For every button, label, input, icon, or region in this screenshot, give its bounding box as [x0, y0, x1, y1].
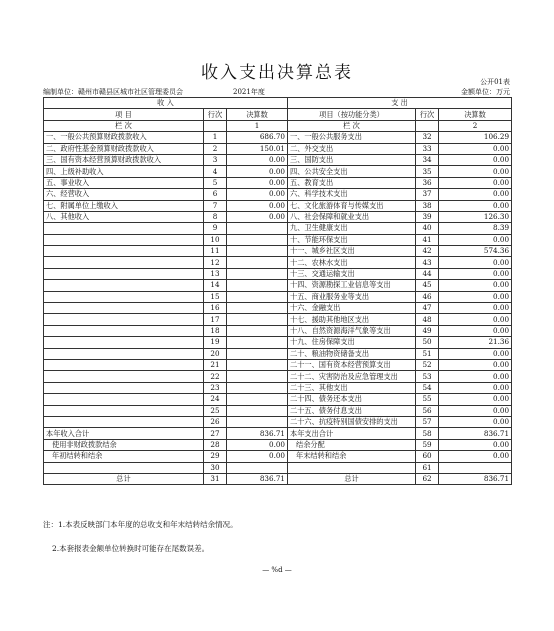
- income-amount: 0.00: [227, 189, 288, 200]
- expense-item: 二十、粮油物资储备支出: [288, 348, 416, 359]
- table-row: [44, 325, 512, 336]
- expense-amount: 574.36: [439, 246, 512, 257]
- expense-item: 十三、交通运输支出: [288, 268, 416, 279]
- expense-amount: 0.00: [439, 268, 512, 279]
- expense-line-no: 51: [416, 348, 439, 359]
- expense-amount: 0.00: [439, 405, 512, 416]
- expense-line-no: 33: [416, 143, 439, 154]
- income-header: 收 入: [44, 98, 288, 109]
- expense-item: 年末结转和结余: [288, 451, 416, 462]
- expense-item: 十八、自然资源海洋气象等支出: [288, 325, 416, 336]
- table-row: [44, 189, 512, 200]
- table-row: [44, 211, 512, 222]
- income-item: 本年收入合计: [44, 428, 204, 439]
- income-amount: [227, 416, 288, 427]
- expense-item: 九、卫生健康支出: [288, 223, 416, 234]
- table-row: [44, 166, 512, 177]
- expense-item: 二十四、债务还本支出: [288, 394, 416, 405]
- income-amount: [227, 405, 288, 416]
- expense-item: 二十五、债务付息支出: [288, 405, 416, 416]
- expense-amount: 8.39: [439, 223, 512, 234]
- table-row: [44, 394, 512, 405]
- income-item: [44, 382, 204, 393]
- expense-item: 十九、住房保障支出: [288, 337, 416, 348]
- expense-item: 十一、城乡社区支出: [288, 246, 416, 257]
- expense-amount: 106.29: [439, 132, 512, 143]
- income-amount: 0.00: [227, 177, 288, 188]
- expense-item: 四、公共安全支出: [288, 166, 416, 177]
- table-row: [44, 416, 512, 427]
- table-row: [44, 234, 512, 245]
- table-row: [44, 428, 512, 439]
- income-amount: 150.01: [227, 143, 288, 154]
- expense-amount: 0.00: [439, 166, 512, 177]
- income-item-header: 项 目: [44, 109, 204, 120]
- expense-line-no: 61: [416, 462, 439, 473]
- income-item: [44, 348, 204, 359]
- income-amount: [227, 394, 288, 405]
- expense-line-no: 53: [416, 371, 439, 382]
- income-item: 六、经营收入: [44, 189, 204, 200]
- income-amount: 836.71: [227, 473, 288, 484]
- income-amount: [227, 462, 288, 473]
- income-line-no: 17: [204, 314, 227, 325]
- income-item: 一、一般公共预算财政拨款收入: [44, 132, 204, 143]
- table-row: [44, 359, 512, 370]
- income-item: [44, 371, 204, 382]
- expense-amount: 21.36: [439, 337, 512, 348]
- income-amount: [227, 337, 288, 348]
- income-line-header: 行次: [204, 109, 227, 120]
- unit-label: 金额单位：万元: [461, 88, 510, 96]
- table-row: [44, 257, 512, 268]
- expense-amount: 0.00: [439, 325, 512, 336]
- income-line-no: 16: [204, 303, 227, 314]
- expense-line-no: 32: [416, 132, 439, 143]
- empty-cell: [416, 120, 439, 131]
- income-item: [44, 280, 204, 291]
- income-item: 二、政府性基金预算财政拨款收入: [44, 143, 204, 154]
- expense-line-no: 48: [416, 314, 439, 325]
- expense-line-no: 54: [416, 382, 439, 393]
- table-head-row: [44, 98, 512, 109]
- income-item: [44, 234, 204, 245]
- expense-amount: 836.71: [439, 473, 512, 484]
- expense-item: 二十一、国有资本经营预算支出: [288, 359, 416, 370]
- table-row: [44, 280, 512, 291]
- expense-header: 支 出: [288, 98, 512, 109]
- expense-line-no: 60: [416, 451, 439, 462]
- expense-line-no: 46: [416, 291, 439, 302]
- expense-item: 二十三、其他支出: [288, 382, 416, 393]
- expense-amount: 0.00: [439, 303, 512, 314]
- income-line-no: 26: [204, 416, 227, 427]
- expense-line-no: 57: [416, 416, 439, 427]
- page-number: — %d —: [262, 566, 292, 574]
- income-item: 四、上级补助收入: [44, 166, 204, 177]
- income-amount: [227, 223, 288, 234]
- table-head-row: [44, 120, 512, 131]
- income-amount: [227, 359, 288, 370]
- expense-amount: 0.00: [439, 177, 512, 188]
- expense-item: 总计: [288, 473, 416, 484]
- expense-amount: 0.00: [439, 451, 512, 462]
- budget-table: [43, 97, 512, 485]
- income-item: [44, 223, 204, 234]
- income-line-no: 30: [204, 462, 227, 473]
- expense-line-no: 35: [416, 166, 439, 177]
- expense-amount-header: 决算数: [439, 109, 512, 120]
- expense-amount: 0.00: [439, 348, 512, 359]
- expense-line-no: 55: [416, 394, 439, 405]
- table-row: [44, 473, 512, 484]
- income-amount: 0.00: [227, 439, 288, 450]
- expense-amount: 0.00: [439, 189, 512, 200]
- income-item: [44, 303, 204, 314]
- year-label: 2021年度: [233, 88, 265, 96]
- expense-amount: 0.00: [439, 143, 512, 154]
- expense-item: 十四、资源勘探工业信息等支出: [288, 280, 416, 291]
- income-item: 年初结转和结余: [44, 451, 204, 462]
- note-1: 注：1.本表反映部门本年度的总收支和年末结转结余情况。: [43, 520, 238, 529]
- expense-line-no: 50: [416, 337, 439, 348]
- expense-amount: 0.00: [439, 200, 512, 211]
- income-line-no: 14: [204, 280, 227, 291]
- income-item: [44, 291, 204, 302]
- expense-amount: 0.00: [439, 382, 512, 393]
- income-col-no: 1: [227, 120, 288, 131]
- expense-line-no: 41: [416, 234, 439, 245]
- income-amount: [227, 257, 288, 268]
- expense-amount: 0.00: [439, 416, 512, 427]
- expense-item: 一、一般公共服务支出: [288, 132, 416, 143]
- expense-line-no: 59: [416, 439, 439, 450]
- income-amount: 836.71: [227, 428, 288, 439]
- expense-line-no: 45: [416, 280, 439, 291]
- expense-item: 三、国防支出: [288, 154, 416, 165]
- table-row: [44, 223, 512, 234]
- expense-line-no: 36: [416, 177, 439, 188]
- income-line-no: 31: [204, 473, 227, 484]
- expense-item: 十二、农林水支出: [288, 257, 416, 268]
- expense-line-no: 44: [416, 268, 439, 279]
- income-line-no: 8: [204, 211, 227, 222]
- expense-item: 七、文化旅游体育与传媒支出: [288, 200, 416, 211]
- income-line-no: 15: [204, 291, 227, 302]
- income-amount: [227, 303, 288, 314]
- table-row: [44, 268, 512, 279]
- expense-line-no: 40: [416, 223, 439, 234]
- table-row: [44, 154, 512, 165]
- expense-line-no: 37: [416, 189, 439, 200]
- expense-amount: 0.00: [439, 280, 512, 291]
- table-row: [44, 405, 512, 416]
- income-amount: 686.70: [227, 132, 288, 143]
- expense-item: 二十二、灾害防治及应急管理支出: [288, 371, 416, 382]
- table-row: [44, 439, 512, 450]
- empty-cell: [204, 120, 227, 131]
- income-line-no: 21: [204, 359, 227, 370]
- expense-line-header: 行次: [416, 109, 439, 120]
- income-col-label: 栏 次: [44, 120, 204, 131]
- income-amount: [227, 291, 288, 302]
- income-amount: [227, 382, 288, 393]
- expense-item: 十七、援助其他地区支出: [288, 314, 416, 325]
- income-line-no: 22: [204, 371, 227, 382]
- income-amount: 0.00: [227, 211, 288, 222]
- table-row: [44, 143, 512, 154]
- expense-item: 五、教育支出: [288, 177, 416, 188]
- expense-amount: 836.71: [439, 428, 512, 439]
- table-row: [44, 462, 512, 473]
- table-row: [44, 246, 512, 257]
- expense-amount: [439, 462, 512, 473]
- org-label: 编制单位：赣州市赣县区城市社区管理委员会: [43, 88, 183, 96]
- expense-line-no: 49: [416, 325, 439, 336]
- income-line-no: 11: [204, 246, 227, 257]
- income-item: 七、附属单位上缴收入: [44, 200, 204, 211]
- income-amount: 0.00: [227, 200, 288, 211]
- expense-item: 二、外交支出: [288, 143, 416, 154]
- expense-item: 十六、金融支出: [288, 303, 416, 314]
- income-line-no: 4: [204, 166, 227, 177]
- income-line-no: 3: [204, 154, 227, 165]
- income-amount-header: 决算数: [227, 109, 288, 120]
- income-amount: [227, 371, 288, 382]
- income-line-no: 28: [204, 439, 227, 450]
- income-line-no: 6: [204, 189, 227, 200]
- income-amount: [227, 348, 288, 359]
- expense-amount: 126.30: [439, 211, 512, 222]
- income-item: 五、事业收入: [44, 177, 204, 188]
- income-line-no: 25: [204, 405, 227, 416]
- expense-line-no: 42: [416, 246, 439, 257]
- expense-amount: 0.00: [439, 439, 512, 450]
- income-line-no: 10: [204, 234, 227, 245]
- income-item: [44, 416, 204, 427]
- income-item: 总计: [44, 473, 204, 484]
- income-item: [44, 359, 204, 370]
- expense-amount: 0.00: [439, 314, 512, 325]
- expense-line-no: 56: [416, 405, 439, 416]
- table-head-row: [44, 109, 512, 120]
- income-line-no: 5: [204, 177, 227, 188]
- income-amount: [227, 234, 288, 245]
- income-amount: [227, 246, 288, 257]
- page-title: 收入支出决算总表: [201, 63, 353, 83]
- form-number: 公开01表: [480, 78, 510, 86]
- income-line-no: 29: [204, 451, 227, 462]
- income-line-no: 20: [204, 348, 227, 359]
- table-row: [44, 337, 512, 348]
- expense-item: 十、节能环保支出: [288, 234, 416, 245]
- expense-item: 十五、商业服务业等支出: [288, 291, 416, 302]
- income-line-no: 24: [204, 394, 227, 405]
- expense-col-label: 栏 次: [288, 120, 416, 131]
- expense-amount: 0.00: [439, 359, 512, 370]
- income-item: 使用非财政拨款结余: [44, 439, 204, 450]
- income-item: 三、国有资本经营预算财政拨款收入: [44, 154, 204, 165]
- table-row: [44, 314, 512, 325]
- expense-line-no: 43: [416, 257, 439, 268]
- expense-item: 八、社会保障和就业支出: [288, 211, 416, 222]
- expense-amount: 0.00: [439, 154, 512, 165]
- income-line-no: 23: [204, 382, 227, 393]
- expense-amount: 0.00: [439, 257, 512, 268]
- income-item: [44, 462, 204, 473]
- expense-line-no: 47: [416, 303, 439, 314]
- income-amount: 0.00: [227, 154, 288, 165]
- expense-line-no: 38: [416, 200, 439, 211]
- income-amount: 0.00: [227, 451, 288, 462]
- income-line-no: 9: [204, 223, 227, 234]
- expense-amount: 0.00: [439, 394, 512, 405]
- expense-item: [288, 462, 416, 473]
- income-line-no: 18: [204, 325, 227, 336]
- table-row: [44, 348, 512, 359]
- table-row: [44, 177, 512, 188]
- income-amount: [227, 314, 288, 325]
- income-item: [44, 268, 204, 279]
- expense-line-no: 62: [416, 473, 439, 484]
- expense-amount: 0.00: [439, 234, 512, 245]
- income-line-no: 2: [204, 143, 227, 154]
- note-2: 2.本套报表金额单位转换时可能存在尾数误差。: [52, 544, 210, 553]
- table-row: [44, 200, 512, 211]
- income-item: 八、其他收入: [44, 211, 204, 222]
- income-item: [44, 405, 204, 416]
- expense-item: 二十六、抗疫特别国债安排的支出: [288, 416, 416, 427]
- income-item: [44, 314, 204, 325]
- income-item: [44, 325, 204, 336]
- expense-item-header: 项目（按功能分类）: [288, 109, 416, 120]
- expense-line-no: 39: [416, 211, 439, 222]
- income-line-no: 13: [204, 268, 227, 279]
- table-row: [44, 291, 512, 302]
- income-amount: 0.00: [227, 166, 288, 177]
- income-amount: [227, 325, 288, 336]
- income-line-no: 19: [204, 337, 227, 348]
- expense-line-no: 52: [416, 359, 439, 370]
- expense-amount: 0.00: [439, 291, 512, 302]
- table-row: [44, 303, 512, 314]
- income-line-no: 1: [204, 132, 227, 143]
- income-item: [44, 394, 204, 405]
- income-item: [44, 337, 204, 348]
- expense-col-no: 2: [439, 120, 512, 131]
- expense-item: 本年支出合计: [288, 428, 416, 439]
- expense-line-no: 34: [416, 154, 439, 165]
- income-line-no: 12: [204, 257, 227, 268]
- table-row: [44, 371, 512, 382]
- income-item: [44, 246, 204, 257]
- expense-item: 六、科学技术支出: [288, 189, 416, 200]
- income-item: [44, 257, 204, 268]
- table-row: [44, 382, 512, 393]
- income-line-no: 7: [204, 200, 227, 211]
- expense-item: 结余分配: [288, 439, 416, 450]
- expense-amount: 0.00: [439, 371, 512, 382]
- expense-line-no: 58: [416, 428, 439, 439]
- income-amount: [227, 268, 288, 279]
- income-line-no: 27: [204, 428, 227, 439]
- table-row: [44, 451, 512, 462]
- table-row: [44, 132, 512, 143]
- income-amount: [227, 280, 288, 291]
